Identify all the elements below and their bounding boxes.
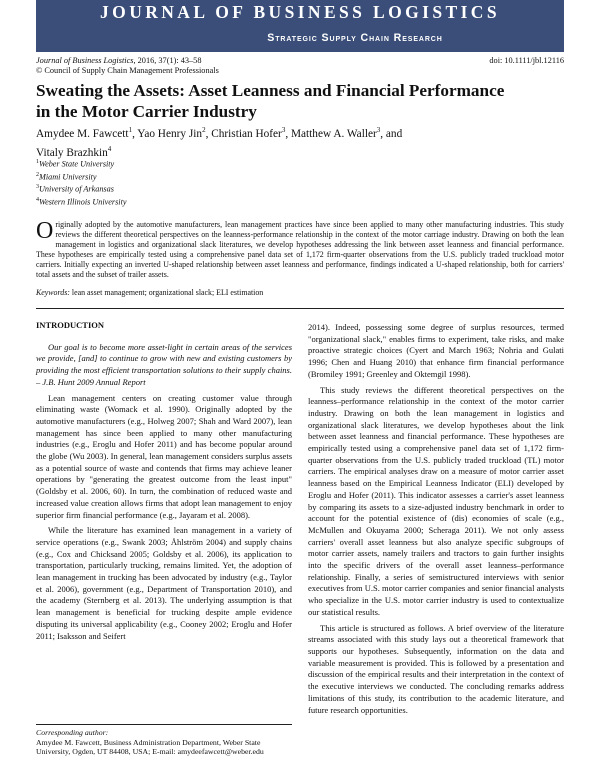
right-column — [308, 322, 564, 716]
author-affil-mark: 1 — [128, 126, 133, 134]
author-name: Amydee M. Fawcett — [36, 127, 129, 140]
keywords — [36, 288, 263, 298]
abstract-dropcap: O — [36, 218, 54, 244]
body-paragraph: Lean management centers on creating customer value through eliminating waste (Womack et al. 1990). Originally adopted by the automotive manufacturers (e.g., Holweg 2007; Shah and Ward 2007), lean management has since been applied to many other manufacturing industries (e.g., Eroglu and Hofer 2011) and has become popular around the globe (Wu 2003). In general, lean management considers surplus assets as a potential source of waste and contends that firms may achieve leaner operations by "generating the greatest outcome from the least input" (Goldsby et al. 2006, 60). In turn, the combination of reduced waste and increased value creation allows firms that adopt lean management to enjoy superior firm financial performance (e.g., Jayaram et al. 2008). — [36, 392, 292, 520]
epigraph: Our goal is to become more asset-light in certain areas of the services we provide, [and] to continue to grow with new and existing customers by providing the most efficient transportation solutions to their supply chains. – J.B. Hunt 2009 Annual Report — [36, 341, 292, 387]
footnote-divider — [36, 724, 292, 725]
body-paragraph: This study reviews the different theoretical perspectives on the leanness–performance relationship in the context of the motor carrier industry. Drawing on both the lean management in logistics and organizational slack literatures, we develop hypotheses about the link between asset leanness and financial performance. These hypotheses are empirically tested using a comprehensive panel data set of 1,172 firm-quarter observations from the U.S. publicly traded truckload (TL) motor carriers. The empirical analyses draw on a measure of motor carrier asset leanness based on the Empirical Leanness Indicator (ELI) developed by Eroglu and Hofer (2011). This indicator assesses a carrier's asset leanness by comparing its assets to a size-adjusted industry benchmark in order to account for the potential existence of (dis) economies of scale (e.g., McMullen and Okuyama 2000; Scheraga 2011). We not only assess carriers' overall asset leanness but also analyze specific subgroups of motor carrier assets, namely trailers and tractors to gain further insights into the specific drivers of the overall asset leanness–performance relationship. Finally, a series of semistructured interviews with senior executives from U.S. motor carrier companies and senior financial analysts who specialize in the U.S. motor carrier industry is used to contextualize our statistical results. — [308, 384, 564, 617]
author-affil-mark: 3 — [376, 126, 381, 134]
corresponding-author — [36, 728, 292, 757]
affiliation: $^4$Western Illinois University — [36, 197, 127, 207]
citation-block — [36, 56, 219, 76]
author-name: Christian Hofer — [211, 127, 282, 140]
corresponding-label: Corresponding author: — [36, 728, 109, 737]
body-paragraph: This article is structured as follows. A brief overview of the literature streams associated with this study lays out a theoretical framework that supports our hypotheses. Subsequently, information on the data and variable measurement is provided. This is followed by a presentation and discussion of the empirical results and their interpretation in the context of the executive interviews we conducted. The concluding remarks address limitations of this study, its contribution to the academic literature, and future research opportunities. — [308, 622, 564, 715]
author-list: Amydee M. Fawcett$^1$, Yao Henry Jin$^2$, Christian Hofer$^3$, Matthew A. Waller$^3$, and Vitaly Brazhkin$^4$ — [36, 126, 403, 159]
journal-name: Journal of Business Logistics — [36, 56, 134, 65]
left-column — [36, 318, 292, 642]
author-name: Vitaly Brazhkin — [36, 146, 108, 159]
abstract — [36, 220, 564, 280]
affiliation-list — [36, 157, 126, 208]
affiliation: $^1$Weber State University — [36, 159, 115, 169]
author-name: Matthew A. Waller — [290, 127, 377, 140]
journal-subtitle: Strategic Supply Chain Research — [267, 32, 443, 44]
header-divider — [36, 308, 564, 309]
body-paragraph: While the literature has examined lean management in a variety of service operations (e.g., Swank 2003; Åhlström 2004) and supply chains (e.g., Cox and Chicksand 2005; Goldsby et al. 2006), its application to transportation, particularly trucking, remains limited. Yet, the adoption of lean management in trucking has been advocated by industry (e.g., Taylor et al. 2006), government (e.g., Department of Transportation 2010), and the academy (Sternberg et al. 2013). The underlying assumption is that lean management is beneficial for trucking despite ample evidence disputing its universal applicability (e.g., Cooney 2002; Eroglu and Hofer 2011; Isaksson and Seifert — [36, 525, 292, 641]
title-line-2: in the Motor Carrier Industry — [36, 102, 257, 121]
body-paragraph: 2014). Indeed, possessing some degree of surplus resources, termed "organizational slack," enables firms to experiment, take risks, and make proactive strategic choices (Cyert and March 1963; Nohria and Gulati 1996; Chen and Huang 2010) that enhance firm financial performance (Bromiley 1991; Greenley and Oktemgil 1998). — [308, 322, 564, 379]
abstract-text: riginally adopted by the automotive manufacturers, lean management practices have since been applied to many other manufacturing industries. This study reviews the different theoretical perspectives on the leanness-performance relationship in the context of the motor carriage industry. Drawing on both the lean management in logistics and organizational slack literatures, we develop hypotheses addressing the link between asset leanness and financial performance. These hypotheses are empirically tested using a comprehensive panel data set of 1,172 firm-quarter observations from the U.S. publicly traded truckload motor carriers. Initially expecting an inverted U-shaped relationship between asset leanness and performance, findings indicated a U-shaped relationship, both for carriers' total assets and the subset of trailer assets. — [36, 220, 564, 280]
citation-details: , 2016, 37(1): 43–58 — [133, 56, 202, 65]
corresponding-text: Amydee M. Fawcett, Business Administration Department, Weber State University, Ogden, UT 84408, USA; E-mail: amydeefawcett@weber.edu — [36, 737, 264, 757]
author-affil-mark: 2 — [202, 126, 206, 134]
author-affil-mark: 3 — [281, 126, 286, 134]
copyright-notice: © Council of Supply Chain Management Professionals — [36, 66, 219, 75]
affiliation: $^2$Miami University — [36, 171, 97, 182]
journal-banner — [36, 0, 564, 52]
doi[interactable]: doi: 10.1111/jbl.12116 — [489, 56, 564, 65]
title-line-1: Sweating the Assets: Asset Leanness and Financial Performance — [36, 81, 505, 100]
article-title — [36, 80, 564, 122]
keywords-label: Keywords: — [36, 288, 70, 297]
affiliation: $^3$University of Arkansas — [36, 184, 114, 195]
journal-title: JOURNAL OF BUSINESS LOGISTICS — [100, 2, 500, 22]
section-heading: INTRODUCTION — [36, 320, 105, 330]
author-name: Yao Henry Jin — [137, 127, 203, 140]
keywords-text: lean asset management; organizational slack; ELI estimation — [71, 288, 264, 297]
author-affil-mark: 4 — [107, 144, 112, 153]
